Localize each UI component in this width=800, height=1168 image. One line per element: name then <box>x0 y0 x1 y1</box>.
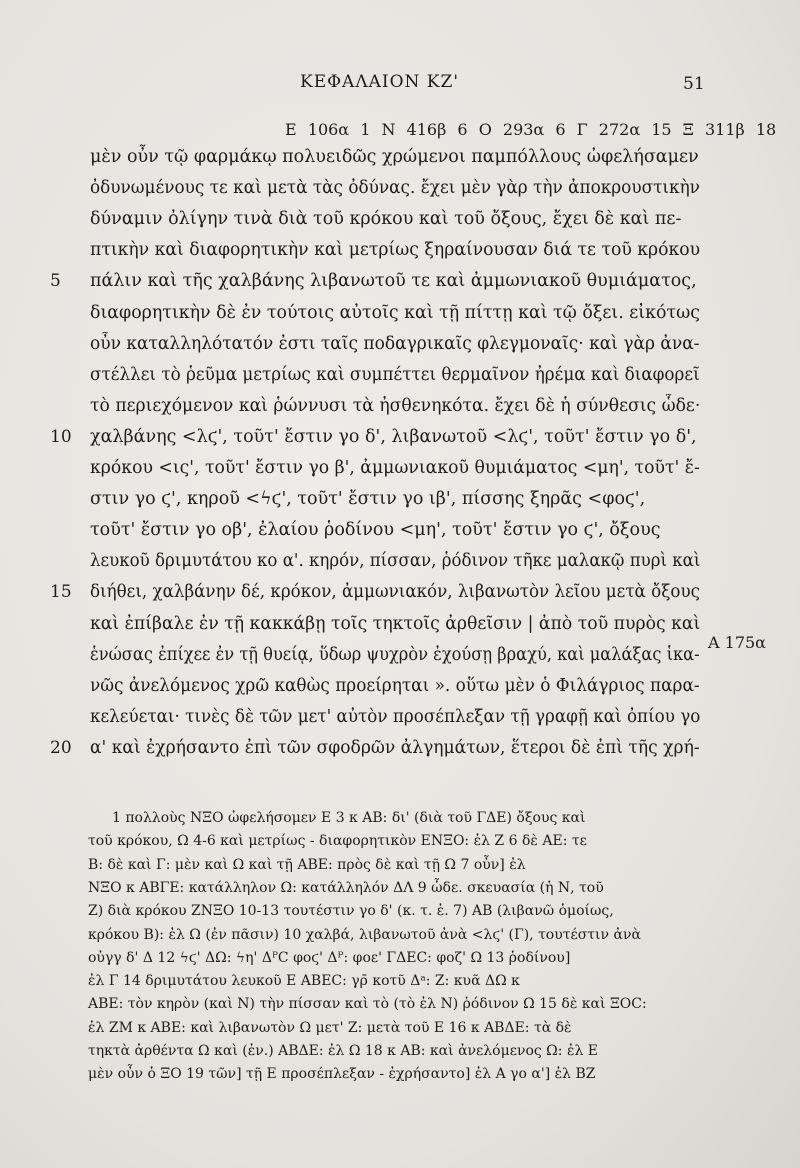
text-line: κρόκου <ις', τοῦτ' ἔστιν γο β', ἀμμωνιακοῦ θυμιάματος <μη', τοῦτ' ἔ- <box>90 458 700 478</box>
text-line: λευκοῦ δριμυτάτου κο α'. κηρόν, πίσσαν, ῥόδινον τῆκε μαλακῷ πυρὶ καὶ <box>90 551 701 572</box>
footnote-line: κρόκου Β): ἐλ Ω (ἐν πᾶσιν) 10 χαλβά, λιβανωτοῦ ἀνὰ <λϛ' (Γ), τουτέστιν ἀνὰ <box>88 926 641 943</box>
footnote-line: μὲν οὖν ὁ ΞΟ 19 τῶν] τῇ Ε προσέπλεξαν - ἐχρήσαντο] ἐλ Α γο α'] ἐλ ΒΖ <box>88 1066 596 1083</box>
text-line: διήθει, χαλβάνην δέ, κρόκον, ἀμμωνιακόν, λιβανωτὸν λεῖου μετὰ ὄξους <box>90 582 700 603</box>
footnote-line: ἐλ Γ 14 δριμυτάτου λευκοῦ Ε ΑΒΕC: γρ̄ κοτῦ Δᵃ: Ζ: κυᾶ ΔΩ κ <box>88 973 520 990</box>
text-line: τοῦτ' ἔστιν γο οβ', ἐλαίου ῥοδίνου <μη', τοῦτ' ἔστιν γο ϛ', ὄξους <box>90 520 661 541</box>
text-line: α' καὶ ἐχρήσαντο ἐπὶ τῶν σφοδρῶν ἀλγημάτων, ἕτεροι δὲ ἐπὶ τῆς χρή- <box>90 737 700 758</box>
text-line: δύναμιν ὀλίγην τινὰ διὰ τοῦ κρόκου καὶ τοῦ ὄξους, ἔχει δὲ καὶ πε- <box>90 209 682 230</box>
text-line: στέλλει τὸ ῥεῦμα μετρίως καὶ συμπέττει θερμαῖνον ἠρέμα καὶ διαφορεῖ <box>90 364 700 385</box>
line-number: 5 <box>50 271 61 292</box>
footnote-line: οὐγγ δ' Δ 12 ϟϛ' ΔΩ: ϟη' ΔᴾC φοϛ' Δᴾ: φοε' ΓΔΕC: φοζ' Ω 13 ῥοδίνου] <box>88 949 571 966</box>
footnote-line: τοῦ κρόκου, Ω 4-6 καὶ μετρίως - διαφορητικὸν ΕΝΞΟ: ἐλ Ζ 6 δὲ ΑΕ: τε <box>88 833 587 850</box>
text-line: καὶ ἐπίβαλε ἐν τῇ κακκάβῃ τοῖς τηκτοῖς ἀρθεῖσιν | ἀπὸ τοῦ πυρὸς καὶ <box>90 613 701 634</box>
manuscript-references: Ε 106α 1 Ν 416β 6 Ο 293α 6 Γ 272α 15 Ξ 311β 18 <box>285 120 777 139</box>
margin-reference: Α 175α <box>708 633 766 652</box>
line-number: 15 <box>50 582 72 603</box>
line-number: 20 <box>50 737 72 758</box>
text-line: πάλιν καὶ τῆς χαλβάνης λιβανωτοῦ τε καὶ ἀμμωνιακοῦ θυμιάματος, <box>90 271 697 292</box>
page-number: 51 <box>683 74 705 94</box>
footnote-line: 1 πολλοὺς ΝΞΟ ὠφελήσομεν Ε 3 κ ΑΒ: δι' (διὰ τοῦ ΓΔΕ) ὄξους καὶ <box>112 810 586 826</box>
footnote-line: τηκτὰ ἀρθέντα Ω καὶ (ἐν.) ΑΒΔΕ: ἐλ Ω 18 κ ΑΒ: καὶ ἀνελόμενος Ω: ἐλ Ε <box>88 1043 599 1059</box>
running-header <box>0 72 800 96</box>
line-number: 10 <box>50 426 72 447</box>
text-line: μὲν οὖν τῷ φαρμάκῳ πολυειδῶς χρώμενοι παμπόλλους ὠφελήσαμεν <box>90 147 699 167</box>
footnote-line: Ζ) διὰ κρόκου ΖΝΞΟ 10-13 τουτέστιν γο δ' (κ. τ. ἑ. 7) ΑΒ (λιβανῶ ὁμοίως, <box>88 903 614 920</box>
text-line: κελεύεται· τινὲς δὲ τῶν μετ' αὐτὸν προσέπλεξαν τῇ γραφῇ καὶ ὀπίου γο <box>90 706 701 727</box>
text-line: ὀδυνωμένους τε καὶ μετὰ τὰς ὀδύνας. ἔχει μὲν γὰρ τὴν ἀποκρουστικὴν <box>90 178 700 199</box>
text-line: νῶς ἀνελόμενος χρῶ καθὼς προείρηται ». οὕτω μὲν ὁ Φιλάγριος παρα- <box>90 675 700 696</box>
footnote-line: ΑΒΕ: τὸν κηρὸν (καὶ Ν) τὴν πίσσαν καὶ τὸ (τὸ ἐλ Ν) ῥόδινον Ω 15 δὲ καὶ ΞΟC: <box>88 996 647 1013</box>
text-line: στιν γο ϛ', κηροῦ <ϟϛ', τοῦτ' ἔστιν γο ιβ', πίσσης ξηρᾶς <φοϛ', <box>90 489 646 510</box>
text-line: χαλβάνης <λϛ', τοῦτ' ἔστιν γο δ', λιβανωτοῦ <λϛ', τοῦτ' ἔστιν γο δ', <box>90 426 697 447</box>
chapter-title: ΚΕΦΑΛΑΙΟΝ ΚΖ' <box>300 72 459 92</box>
text-line: ἑνώσας ἐπίχεε ἐν τῇ θυείᾳ, ὕδωρ ψυχρὸν ἐχούσῃ βραχύ, καὶ μαλάξας ἱκα- <box>90 644 700 665</box>
footnote-line: ἐλ ΖΜ κ ΑΒΕ: καὶ λιβανωτὸν Ω μετ' Ζ: μετὰ τοῦ Ε 16 κ ΑΒΔΕ: τὰ δὲ <box>88 1019 572 1036</box>
text-line: πτικὴν καὶ διαφορητικὴν καὶ μετρίως ξηραίνουσαν διά τε τοῦ κρόκου <box>90 240 701 261</box>
text-line: οὖν καταλληλότατόν ἐστι ταῖς ποδαγρικαῖς φλεγμοναῖς· καὶ γὰρ ἀνα- <box>90 333 700 354</box>
footnote-line: ΝΞΟ κ ΑΒΓΕ: κατάλληλον Ω: κατάλληλόν ΔΛ 9 ὧδε. σκευασία (ἡ Ν, τοῦ <box>88 879 604 896</box>
text-line: διαφορητικὴν δὲ ἐν τούτοις αὐτοῖς καὶ τῇ πίττῃ καὶ τῷ ὄξει. εἰκότως <box>90 302 700 323</box>
text-line: τὸ περιεχόμενον καὶ ῥώννυσι τὰ ἠσθενηκότα. ἔχει δὲ ἡ σύνθεσις ὧδε· <box>90 395 701 416</box>
footnote-line: Β: δὲ καὶ Γ: μὲν καὶ Ω καὶ τῇ ΑΒΕ: πρὸς δὲ καὶ τῇ Ω 7 οὖν] ἐλ <box>88 856 526 873</box>
